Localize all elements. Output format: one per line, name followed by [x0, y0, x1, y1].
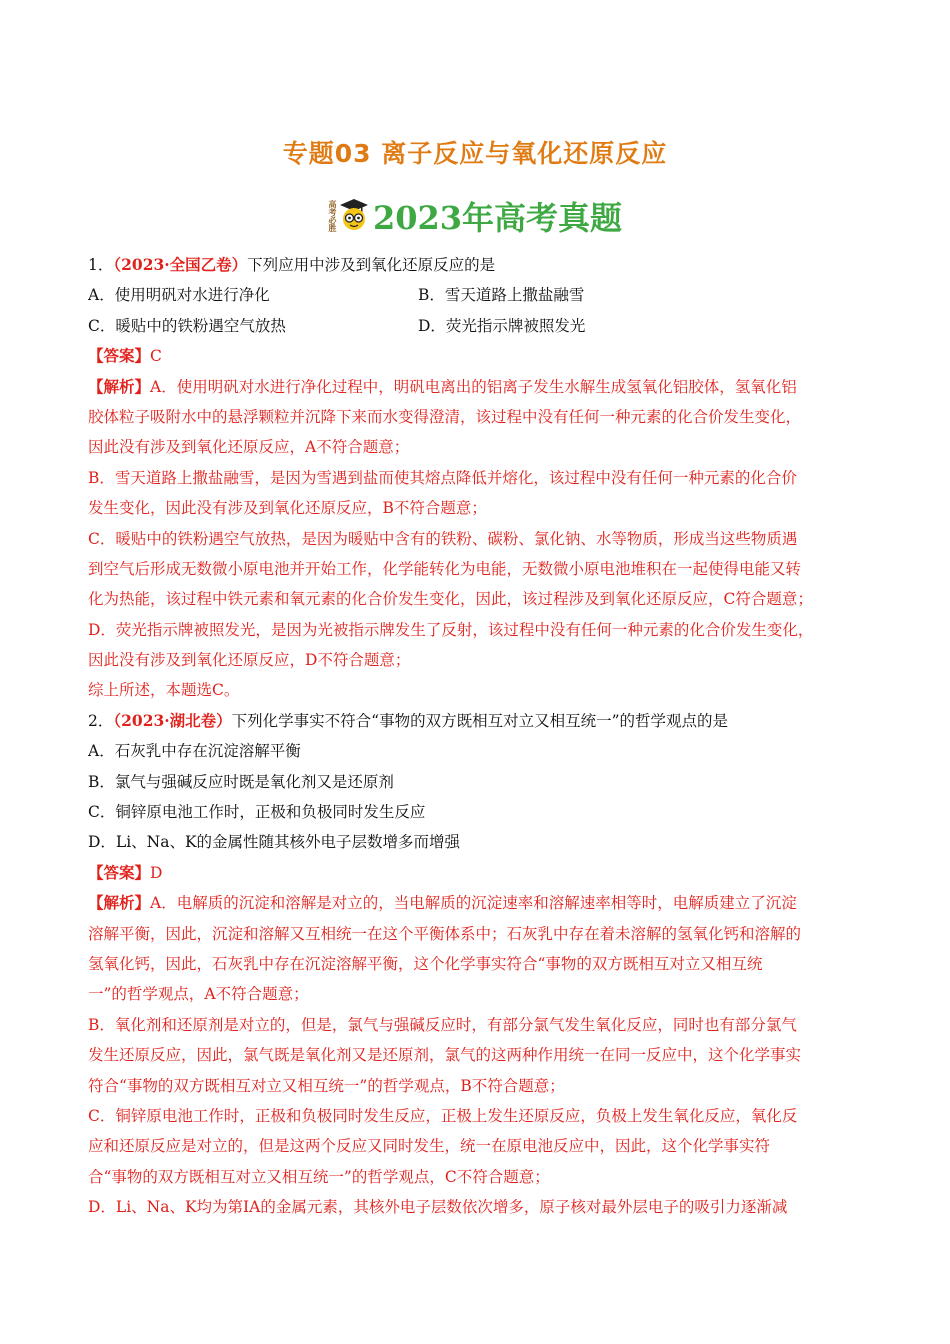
analysis-line: B．氧化剂和还原剂是对立的，但是，氯气与强碱反应时，有部分氯气发生氧化反应，同时也有部分氯气: [88, 1015, 797, 1034]
question-text: 下列应用中涉及到氧化还原反应的是: [247, 256, 496, 274]
analysis-line: 合“事物的双方既相互对立又相互统一”的哲学观点，C不符合题意；: [88, 1167, 550, 1186]
answer-value: D: [150, 863, 163, 882]
analysis-line: [88, 372, 863, 402]
question-source: （2023·全国乙卷）: [113, 255, 248, 274]
option-d: D．Li、Na、K的金属性随其核外电子层数增多而增强: [88, 833, 461, 852]
analysis-line: 一”的哲学观点，A不符合题意；: [88, 985, 309, 1004]
banner-title: 2023年高考真题: [372, 199, 623, 237]
option-a: A．石灰乳中存在沉淀溶解平衡: [88, 742, 301, 761]
answer-line: [88, 858, 863, 888]
analysis-line: 氢氧化钙，因此，石灰乳中存在沉淀溶解平衡，这个化学事实符合“事物的双方既相互对立又相互统: [88, 954, 763, 973]
option-b: B．氯气与强碱反应时既是氧化剂又是还原剂: [88, 772, 394, 791]
question-number: 2．: [88, 711, 114, 730]
analysis-line: 因此没有涉及到氧化还原反应，A不符合题意；: [88, 438, 410, 457]
analysis-text: A．使用明矾对水进行净化过程中，明矾电离出的铝离子发生水解生成氢氧化铝胶体，氢氧化铝: [150, 377, 797, 396]
analysis-line: 胶体粒子吸附水中的悬浮颗粒并沉降下来而水变得澄清，该过程中没有任何一种元素的化合价发生变化，: [88, 407, 802, 426]
question-stem: [88, 706, 863, 736]
analysis-line: 化为热能，该过程中铁元素和氧元素的化合价发生变化，因此，该过程涉及到氧化还原反应，C符合题意；: [88, 590, 813, 609]
page-title: 专题03 离子反应与氧化还原反应: [282, 139, 668, 168]
analysis-line: 符合“事物的双方既相互对立又相互统一”的哲学观点，B不符合题意；: [88, 1076, 565, 1095]
question-number: 1．: [88, 256, 114, 274]
question-text: 下列化学事实不符合“事物的双方既相互对立又相互统一”的哲学观点的是: [231, 711, 729, 730]
banner-stamp: 高考必胜: [327, 200, 338, 232]
answer-line: [88, 341, 863, 371]
option-c: C．铜锌原电池工作时，正极和负极同时发生反应: [88, 803, 426, 822]
section-banner: [0, 190, 950, 242]
option-a: A．使用明矾对水进行净化: [88, 286, 270, 305]
analysis-label: 【解析】: [88, 376, 151, 396]
analysis-line: C．暖贴中的铁粉遇空气放热，是因为暖贴中含有的铁粉、碳粉、氯化钠、水等物质，形成当这些物质遇: [88, 529, 798, 548]
question-source: （2023·湖北卷）: [113, 710, 232, 730]
graduate-mascot-icon: [339, 197, 369, 235]
analysis-line: D．Li、Na、K均为第ⅠA的金属元素，其核外电子层数依次增多，原子核对最外层电子的吸引力逐渐减: [88, 1198, 788, 1217]
analysis-line: [88, 888, 863, 918]
content: [88, 250, 863, 1223]
analysis-line: 因此没有涉及到氧化还原反应，D不符合题意；: [88, 651, 411, 670]
question-stem: [88, 250, 863, 280]
analysis-line: 溶解平衡，因此，沉淀和溶解又互相统一在这个平衡体系中；石灰乳中存在着未溶解的氢氧化钙和溶解的: [88, 924, 802, 943]
options-row: [88, 280, 863, 310]
analysis-line: 到空气后形成无数微小原电池并开始工作，化学能转化为电能，无数微小原电池堆积在一起使得电能又转: [88, 559, 802, 578]
analysis-label: 【解析】: [88, 893, 151, 913]
analysis-line: C．铜锌原电池工作时，正极和负极同时发生反应，正极上发生还原反应，负极上发生氧化反应，氧化反: [88, 1106, 798, 1125]
option-b: B．雪天道路上撒盐融雪: [418, 286, 585, 305]
options-row: [88, 311, 863, 341]
analysis-text: A．电解质的沉淀和溶解是对立的，当电解质的沉淀速率和溶解速率相等时，电解质建立了沉淀: [150, 894, 797, 913]
option-c: C．暖贴中的铁粉遇空气放热: [88, 316, 286, 335]
banner-inner: [328, 193, 622, 239]
analysis-line: 应和还原反应是对立的，但是这两个反应又同时发生，统一在原电池反应中，因此，这个化学事实符: [88, 1137, 771, 1156]
analysis-line: D．荧光指示牌被照发光，是因为光被指示牌发生了反射，该过程中没有任何一种元素的化合价发生变化，: [88, 620, 814, 639]
conclusion-line: 综上所述，本题选C。: [88, 681, 240, 700]
answer-label: 【答案】: [88, 862, 151, 882]
analysis-line: B．雪天道路上撒盐融雪，是因为雪遇到盐而使其熔点降低并熔化，该过程中没有任何一种元素的化合价: [88, 468, 797, 487]
analysis-line: 发生变化，因此没有涉及到氧化还原反应，B不符合题意；: [88, 499, 487, 518]
option-d: D．荧光指示牌被照发光: [418, 316, 586, 335]
analysis-line: 发生还原反应，因此，氯气既是氧化剂又是还原剂，氯气的这两种作用统一在同一反应中，这个化学事实: [88, 1046, 802, 1065]
answer-value: C: [150, 347, 162, 366]
answer-label: 【答案】: [88, 346, 151, 366]
